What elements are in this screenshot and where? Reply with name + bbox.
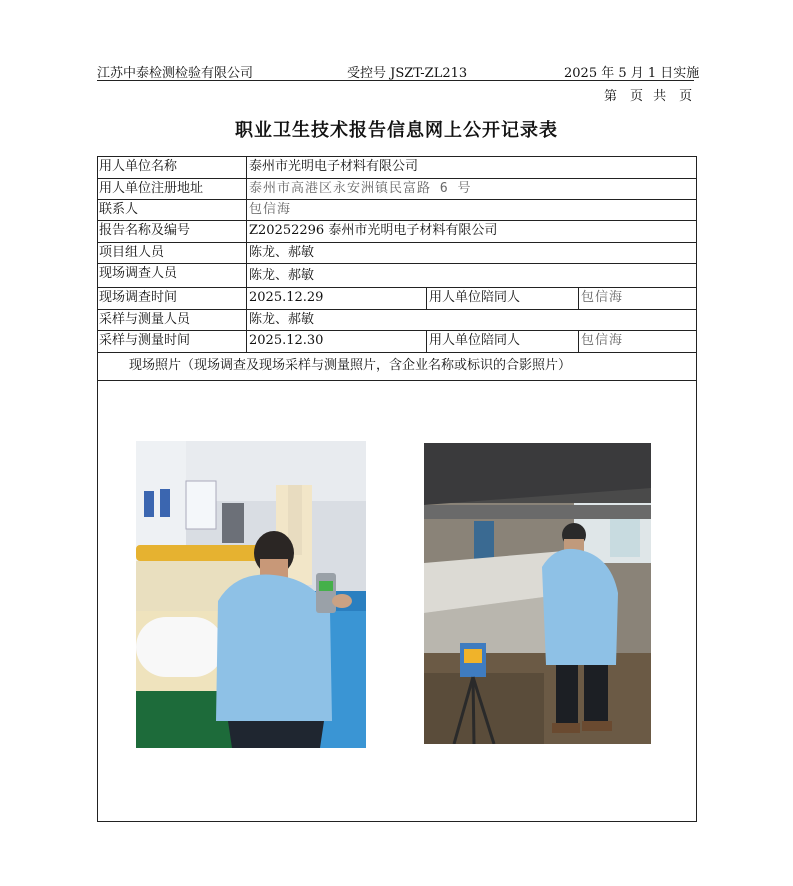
row-report [98,221,696,243]
row-unit-address [98,179,696,200]
label-sampling-staff: 采样与测量人员 [99,312,191,327]
row-contact [98,200,696,221]
value-sampling-time: 2025.12.30 [249,333,324,348]
label-survey-time: 现场调查时间 [99,290,178,305]
value-team: 陈龙、郝敏 [249,245,315,260]
site-photo-survey [136,441,366,748]
label-survey-staff: 现场调查人员 [99,266,178,281]
label-sampling-companion: 用人单位陪同人 [429,333,521,348]
label-unit-name: 用人单位名称 [99,159,178,174]
label-report: 报告名称及编号 [99,223,191,238]
company-name: 江苏中泰检测检验有限公司 [97,66,254,81]
value-survey-companion: 包信海 [581,290,624,305]
record-table [97,156,697,822]
row-sampling-time [98,331,696,353]
effective-date: 2025 年 5 月 1 日实施 [564,66,700,81]
label-unit-address: 用人单位注册地址 [99,181,204,196]
row-survey-time [98,288,696,310]
value-unit-name: 泰州市光明电子材料有限公司 [249,159,419,174]
label-team: 项目组人员 [99,245,165,260]
row-unit-name [98,157,696,179]
label-contact: 联系人 [99,202,139,217]
label-survey-companion: 用人单位陪同人 [429,290,521,305]
page-info: 第 页 共 页 [604,89,693,104]
site-photo-sampling [424,443,651,744]
label-sampling-time: 采样与测量时间 [99,333,191,348]
value-sampling-staff: 陈龙、郝敏 [249,312,315,327]
value-survey-time: 2025.12.29 [249,290,324,305]
photos-caption: 现场照片（现场调查及现场采样与测量照片，含企业名称或标识的合影照片） [129,358,572,373]
row-survey-staff [98,264,696,288]
document-title: 职业卫生技术报告信息网上公开记录表 [235,120,558,141]
value-contact: 包信海 [249,202,292,217]
row-team [98,243,696,264]
row-photos-caption [98,353,696,381]
value-report: Z20252296 泰州市光明电子材料有限公司 [249,223,498,238]
control-number: 受控号 JSZT-ZL213 [347,66,468,81]
header-divider [97,80,694,81]
value-survey-staff: 陈龙、郝敏 [249,268,315,283]
value-sampling-companion: 包信海 [581,333,624,348]
row-sampling-staff [98,310,696,331]
value-unit-address: 泰州市高港区永安洲镇民富路 6 号 [249,181,472,196]
